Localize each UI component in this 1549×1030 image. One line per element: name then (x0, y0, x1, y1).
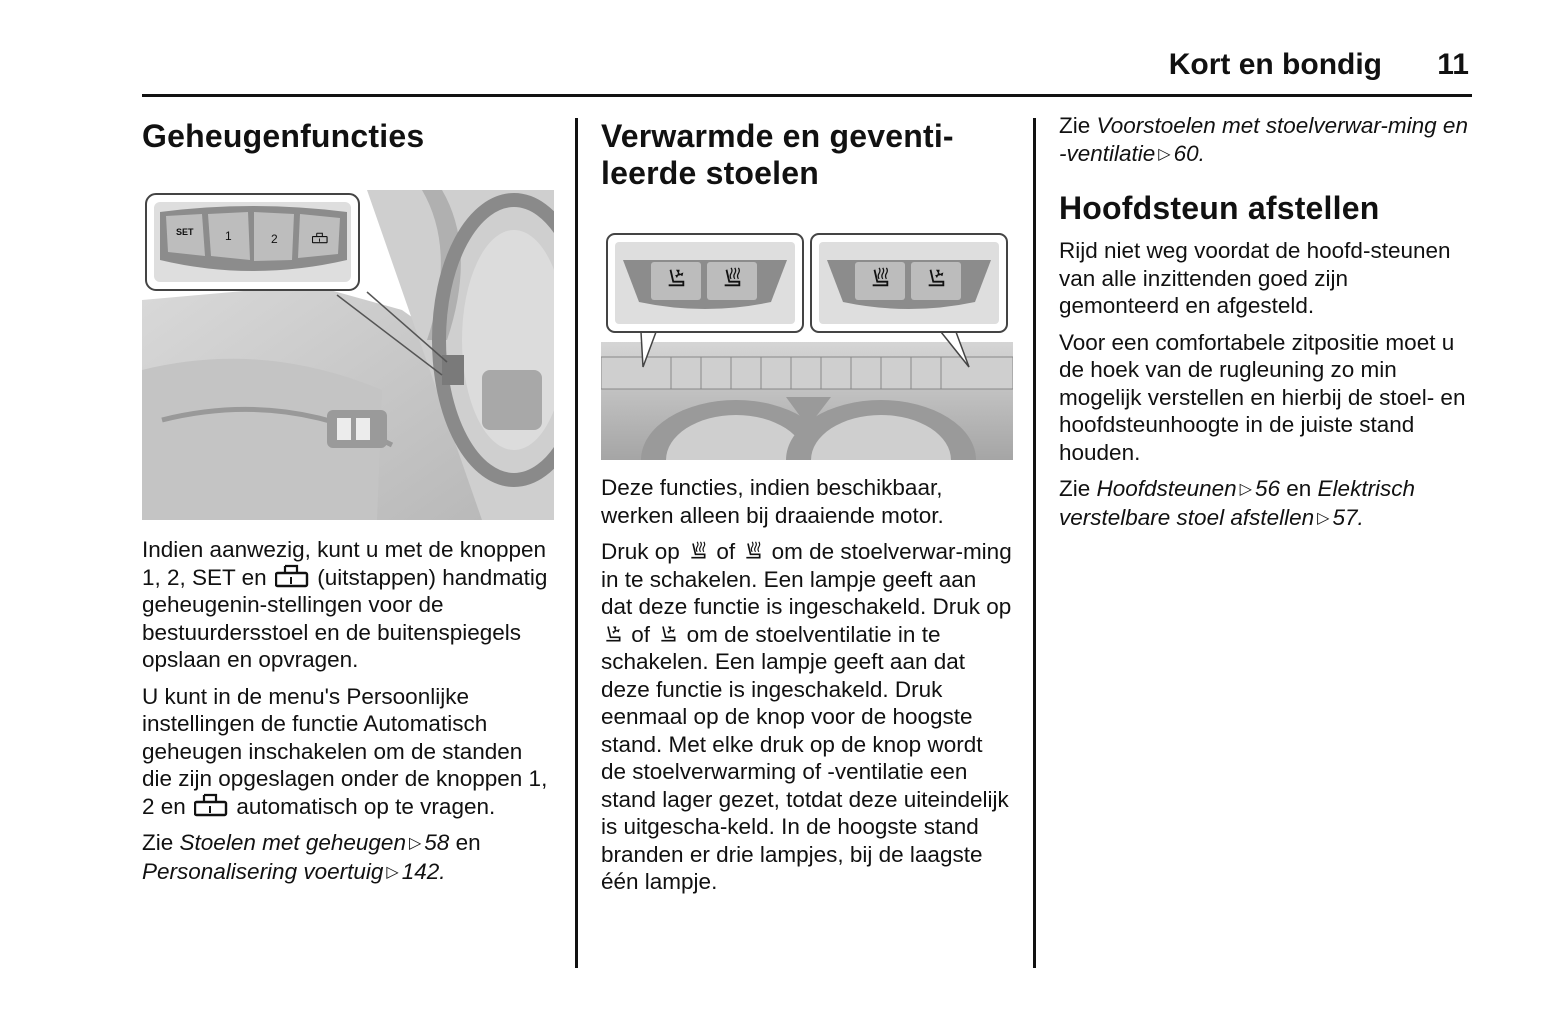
link-power-seat-adjustment[interactable]: Elektrisch verstelbare stoel afstellen (1059, 476, 1416, 530)
column-left (142, 110, 556, 895)
link-headrests[interactable]: Hoofdsteunen (1096, 476, 1237, 501)
set-button-label: SET (176, 227, 194, 237)
headrest-warning: Rijd niet weg voordat de hoofd-steunen van alle inzittenden goed zijn gemonteerd en afgesteld. (1059, 238, 1451, 318)
seat-functions-note: Deze functies, indien beschikbaar, werken alleen bij draaiende motor. (601, 475, 944, 528)
link-front-seats-heating-ventilation[interactable]: Voorstoelen met stoelverwar-ming en -ventilatie (1059, 113, 1468, 166)
page-header (142, 40, 1472, 97)
seat-heating-instructions: Druk op of om de stoelverwar-ming in te schakelen. Een lampje geeft aan dat deze functie is ingeschakeld. Druk op of om de stoelventilatie in te schakelen. Een lampje geeft aan dat deze functie is ingeschakeld. Druk eenmaal op de knop voor de hoogste stand. Met elke druk op de knop wordt de stoelverwarming of -ventilatie een stand lager gezet, totdat deze uiteindelijk is uitgescha-keld. In de hoogste stand branden er drie lampjes, bij de laagste één lampje. (601, 539, 1012, 894)
memory-paragraph-1: Indien aanwezig, kunt u met de knoppen 1, 2, SET en (uitstappen) handmatig geheugenin-stellingen voor de bestuurdersstoel en de buitenspiegels opslaan en opvragen. (142, 537, 548, 672)
reference-arrow-icon: ▷ (1158, 145, 1171, 163)
door-memory-buttons-illustration (142, 190, 554, 520)
memory-2-button-label: 2 (271, 232, 278, 246)
memory-cross-reference: Zie Stoelen met geheugen ▷ 58 en Personalisering voertuig ▷ 142. (142, 830, 481, 884)
headrest-cross-reference: Zie Hoofdsteunen ▷ 56 en Elektrisch verstelbare stoel afstellen ▷ 57. (1059, 476, 1416, 530)
reference-arrow-icon: ▷ (408, 835, 422, 852)
memory-1-button-label: 1 (225, 229, 232, 243)
column-middle (601, 110, 1013, 905)
ventilated-seat-icon (603, 623, 623, 645)
exit-memory-seat-icon (194, 793, 228, 817)
reference-arrow-icon: ▷ (1239, 481, 1252, 498)
heading-memory-functions: Geheugenfuncties (142, 118, 425, 154)
heated-seat-icon (743, 540, 763, 562)
reference-arrow-icon: ▷ (1317, 509, 1330, 527)
heated-ventilated-seat-controls-illustration (601, 232, 1013, 460)
heading-heated-ventilated-seats: Verwarmde en geventi- leerde stoelen (601, 118, 954, 191)
link-vehicle-personalisation[interactable]: Personalisering voertuig (142, 858, 384, 884)
headrest-seating-position: Voor een comfortabele zitpositie moet u de hoek van de rugleuning zo min mogelijk verstellen en hierbij de stoel- en hoofdsteunhoogte in de juiste stand houden. (1059, 329, 1466, 465)
heading-headrest-adjustment: Hoofdsteun afstellen (1059, 190, 1380, 226)
column-divider (575, 118, 578, 968)
heated-seat-icon (688, 540, 708, 562)
reference-arrow-icon: ▷ (386, 863, 399, 881)
column-divider (1033, 118, 1036, 968)
memory-paragraph-2: U kunt in de menu's Persoonlijke instellingen de functie Automatisch geheugen inschakelen om de standen die zijn opgeslagen onder de knoppen 1, 2 en automatisch op te vragen. (142, 683, 548, 819)
page-number: 11 (1437, 48, 1469, 81)
seat-heating-cross-reference: Zie Voorstoelen met stoelverwar-ming en -ventilatie ▷ 60. (1059, 113, 1468, 166)
link-memory-seats[interactable]: Stoelen met geheugen (179, 830, 406, 855)
section-title: Kort en bondig (1168, 48, 1382, 81)
ventilated-seat-icon (658, 623, 678, 645)
exit-memory-seat-icon (275, 564, 309, 588)
column-right (1059, 110, 1471, 541)
